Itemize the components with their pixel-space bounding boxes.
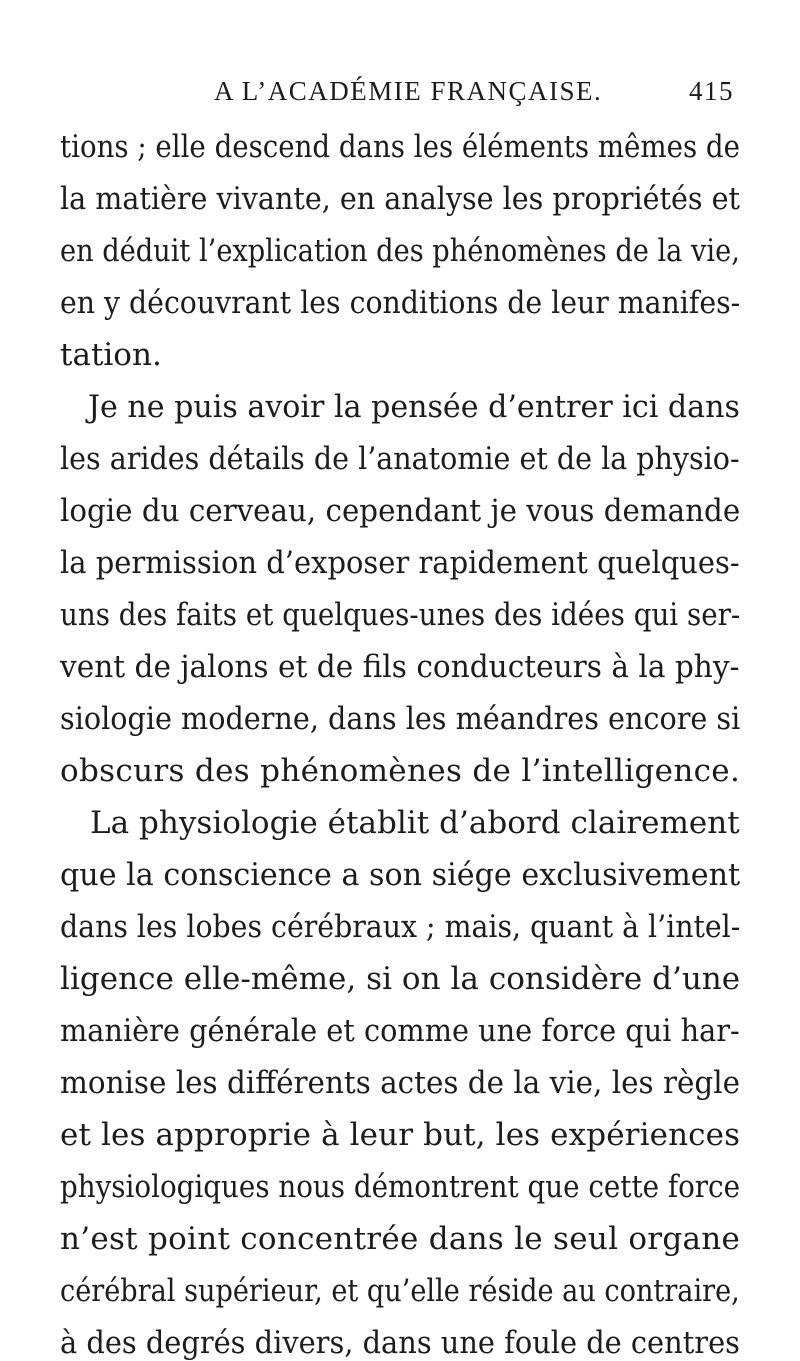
text-line: physiologiques nous démontrent que cette force [60, 1169, 740, 1205]
text-line: en y découvrant les conditions de leur manifes- [60, 285, 741, 321]
running-title: A L’ACADÉMIE FRANÇAISE. [214, 76, 603, 106]
text-line: manière générale et comme une force qui har- [60, 1013, 740, 1049]
text-line: logie du cerveau, cependant je vous demande [60, 493, 741, 529]
text-line: siologie moderne, dans les méandres encore si [60, 701, 741, 737]
text-line: et les approprie à leur but, les expériences [60, 1117, 741, 1153]
text-line: que la conscience a son siége exclusivement [60, 857, 741, 893]
text-line: monise les différents actes de la vie, les règle [60, 1065, 741, 1101]
text-line: ligence elle-même, si on la considère d’une [60, 961, 741, 997]
text-line: à des degrés divers, dans une foule de centres [60, 1325, 740, 1361]
text-line: obscurs des phénomènes de l’intelligence. [60, 753, 741, 789]
text-line: tions ; elle descend dans les éléments mêmes de [60, 129, 740, 165]
running-head [214, 76, 734, 116]
text-line: tation. [60, 337, 162, 373]
text-line: n’est point concentrée dans le seul organe [60, 1221, 741, 1257]
text-line: dans les lobes cérébraux ; mais, quant à l’intel- [60, 909, 741, 945]
page-number: 415 [689, 76, 734, 106]
paragraph-first-line: Je ne puis avoir la pensée d’entrer ici dans [88, 389, 740, 425]
text-line: la permission d’exposer rapidement quelques- [60, 545, 740, 581]
text-line: cérébral supérieur, et qu’elle réside au contraire, [60, 1273, 740, 1309]
text-line: les arides détails de l’anatomie et de la physio- [60, 441, 740, 477]
text-line: en déduit l’explication des phénomènes de la vie, [60, 233, 740, 269]
text-line: la matière vivante, en analyse les propriétés et [60, 181, 741, 217]
text-line: uns des faits et quelques-unes des idées qui ser- [60, 597, 741, 633]
text-line: vent de jalons et de fils conducteurs à la phy- [60, 649, 740, 685]
paragraph-first-line: La physiologie établit d’abord clairement [90, 805, 740, 841]
